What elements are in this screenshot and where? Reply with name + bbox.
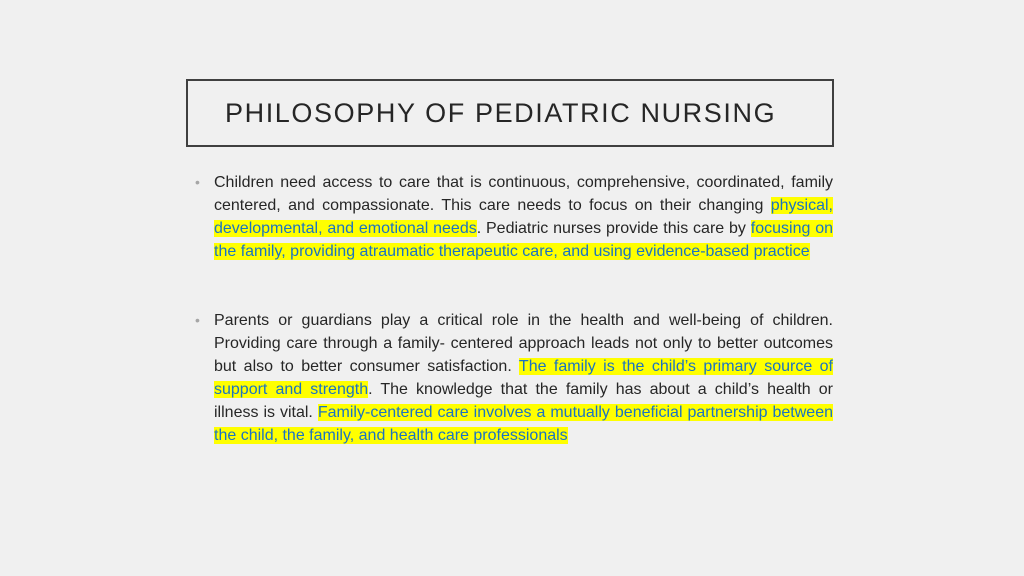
bullet-item-1 [193,171,833,263]
bullet-dot-icon: • [195,174,200,190]
bullet-1-highlight-a: physical, developmental, and emotional needs [214,197,833,237]
bullet-2-text-b: . The knowledge that the family has about a child’s health or illness is vital. [214,381,834,421]
bullet-2-highlight-a: The family is the child’s primary source of support and strength [214,358,834,398]
bullet-2-highlight-b: Family-centered care involves a mutually beneficial partnership between the child, the family, and health care professionals [214,404,834,444]
bullet-1-text-a: Children need access to care that is continuous, comprehensive, coordinated, family centered, and compassionate. This care needs to focus on their changing [214,174,833,214]
bullet-1-text-b: . Pediatric nurses provide this care by [476,220,751,237]
bullet-2-text-a: Parents or guardians play a critical role in the health and well-being of children. Providing care through a family- centered approach leads not only to better outcomes but also to better consumer satisfaction. [214,312,833,375]
slide-title: PHILOSOPHY OF PEDIATRIC NURSING [225,97,777,128]
title-box [186,79,834,147]
bullet-item-2 [193,309,833,447]
content-area [193,171,833,447]
bullet-1-highlight-b: focusing on the family, providing atraumatic therapeutic care, and using evidence-based practice [214,220,834,260]
bullet-dot-icon: • [195,312,200,328]
